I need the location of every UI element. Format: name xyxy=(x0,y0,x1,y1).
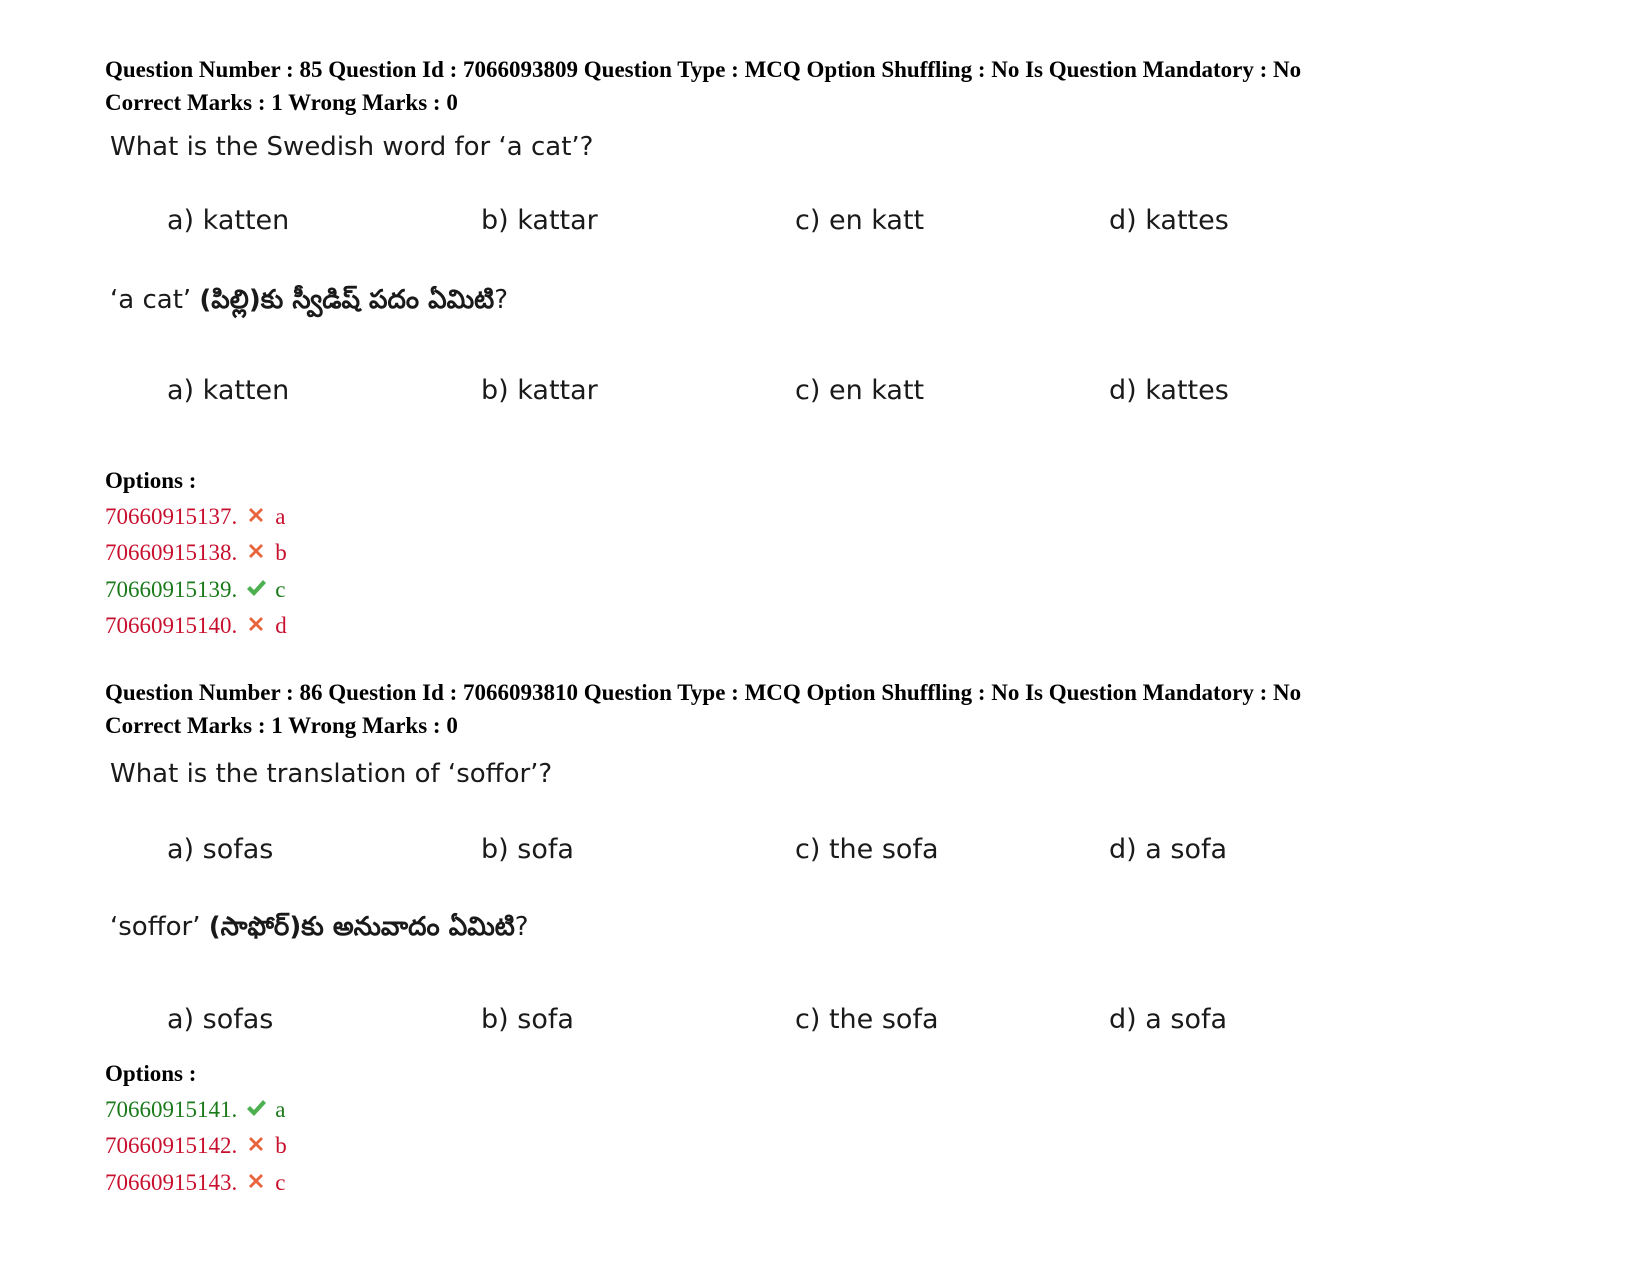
choice-c: c) en katt xyxy=(795,375,925,406)
question-telugu-suffix: ? xyxy=(494,285,509,315)
question-telugu-prefix: ‘soffor’ xyxy=(110,912,209,942)
option-letter: c xyxy=(275,577,286,602)
answer-option xyxy=(105,1095,285,1125)
question-text-telugu xyxy=(110,910,529,944)
option-letter: a xyxy=(275,504,286,529)
choice-d: d) kattes xyxy=(1109,375,1229,406)
check-icon xyxy=(245,1097,267,1119)
question-telugu-body: (పిల్లి)కు స్వీడిష్ పదం ఏమిటి xyxy=(199,285,495,315)
options-label: Options : xyxy=(105,468,197,493)
choice-b: b) sofa xyxy=(481,834,574,865)
choices-row-english xyxy=(0,833,1651,867)
choice-b: b) kattar xyxy=(481,205,598,236)
question-telugu-prefix: ‘a cat’ xyxy=(110,285,200,315)
answer-option xyxy=(105,575,285,605)
option-id: 70660915141. xyxy=(105,1097,238,1122)
options-label: Options : xyxy=(105,1061,197,1086)
option-id: 70660915138. xyxy=(105,540,238,565)
choice-a: a) sofas xyxy=(167,834,274,865)
choices-row-telugu xyxy=(0,1003,1651,1037)
choice-b: b) sofa xyxy=(481,1004,574,1035)
question-telugu-body: (సాఫోర్)కు అనువాదం ఏమిటి xyxy=(208,912,515,942)
choice-a: a) katten xyxy=(167,375,290,406)
question-marks: Correct Marks : 1 Wrong Marks : 0 xyxy=(105,90,458,115)
option-id: 70660915142. xyxy=(105,1133,238,1158)
answer-option xyxy=(105,1168,285,1198)
check-icon xyxy=(245,577,267,599)
cross-icon xyxy=(245,1133,267,1155)
cross-icon xyxy=(245,504,267,526)
option-letter: b xyxy=(275,540,287,565)
choice-a: a) katten xyxy=(167,205,290,236)
choice-d: d) a sofa xyxy=(1109,1004,1228,1035)
option-letter: d xyxy=(275,613,287,638)
choice-b: b) kattar xyxy=(481,375,598,406)
question-text-telugu xyxy=(110,283,508,317)
choice-d: d) a sofa xyxy=(1109,834,1228,865)
option-id: 70660915137. xyxy=(105,504,238,529)
choice-d: d) kattes xyxy=(1109,205,1229,236)
answer-option xyxy=(105,538,287,568)
option-letter: b xyxy=(275,1133,287,1158)
question-text-english: What is the Swedish word for ‘a cat’? xyxy=(110,132,594,162)
question-header: Question Number : 86 Question Id : 7066093810 Question Type : MCQ Option Shuffling : No Is Question Mandatory : No xyxy=(105,680,1302,705)
option-id: 70660915143. xyxy=(105,1170,238,1195)
question-marks: Correct Marks : 1 Wrong Marks : 0 xyxy=(105,713,458,738)
choice-a: a) sofas xyxy=(167,1004,274,1035)
choice-c: c) the sofa xyxy=(795,1004,939,1035)
option-letter: c xyxy=(275,1170,286,1195)
choices-row-telugu xyxy=(0,374,1651,408)
cross-icon xyxy=(245,1170,267,1192)
cross-icon xyxy=(245,613,267,635)
question-text-english: What is the translation of ‘soffor’? xyxy=(110,759,553,789)
option-id: 70660915140. xyxy=(105,613,238,638)
choices-row-english xyxy=(0,204,1651,238)
answer-option xyxy=(105,611,287,641)
choice-c: c) en katt xyxy=(795,205,925,236)
answer-option xyxy=(105,1131,287,1161)
option-letter: a xyxy=(275,1097,286,1122)
option-id: 70660915139. xyxy=(105,577,238,602)
choice-c: c) the sofa xyxy=(795,834,939,865)
question-header: Question Number : 85 Question Id : 7066093809 Question Type : MCQ Option Shuffling : No Is Question Mandatory : No xyxy=(105,57,1302,82)
cross-icon xyxy=(245,540,267,562)
answer-option xyxy=(105,502,285,532)
question-telugu-suffix: ? xyxy=(514,912,529,942)
